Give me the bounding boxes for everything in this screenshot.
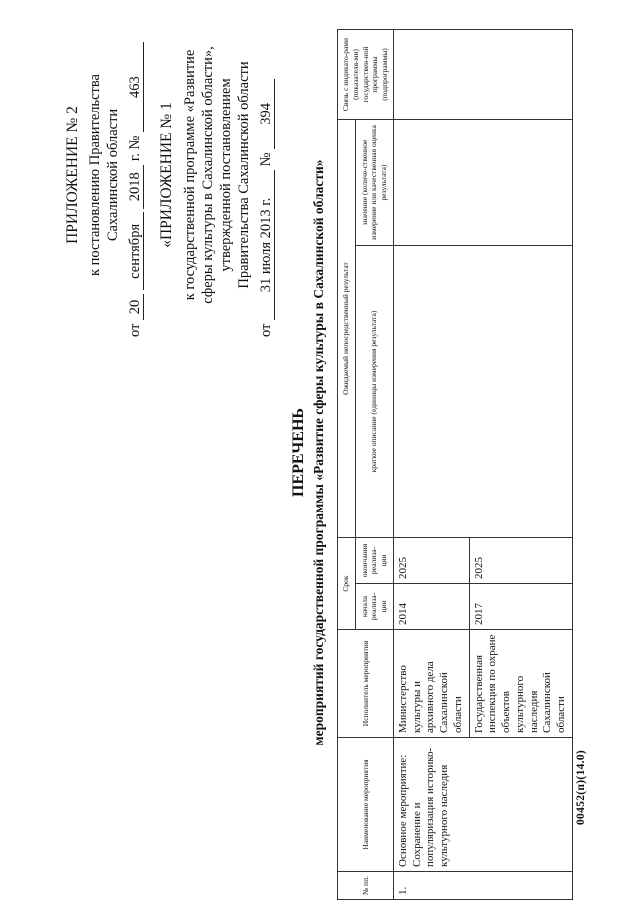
table-header-row bbox=[338, 30, 356, 900]
row1-executor: Министерство культуры и архивного дела Сахалинской области bbox=[393, 630, 469, 738]
row1-end: 2025 bbox=[393, 538, 469, 584]
document-title: ПЕРЕЧЕНЬ bbox=[290, 408, 307, 497]
decree-date-line bbox=[127, 42, 144, 337]
row1-result-desc bbox=[393, 246, 572, 538]
program-date-line bbox=[258, 79, 275, 337]
header-term-end: окончания реализа-ции bbox=[355, 538, 393, 584]
program-line2: сферы культуры в Сахалинской области», bbox=[200, 46, 216, 304]
decree-line2: Сахалинской области bbox=[105, 108, 121, 242]
program-line4: Правительства Сахалинской области bbox=[236, 61, 252, 289]
decree-number: 463 bbox=[128, 42, 144, 132]
header-executor: Исполнитель мероприятия bbox=[338, 630, 394, 738]
program-line3: утвержденной постановлением bbox=[218, 78, 234, 272]
appendix1-title: «ПРИЛОЖЕНИЕ № 1 bbox=[158, 102, 175, 248]
row1-result-value bbox=[393, 120, 572, 246]
header-link: Связь с индикато-рами (показателя-ми) государствен-ной программы (подпрограммы) bbox=[338, 30, 394, 120]
footer-code: 00452(п)(14.0) bbox=[575, 749, 587, 825]
table-row bbox=[393, 30, 469, 900]
header-result: Ожидаемый непосредственный результат bbox=[338, 120, 356, 538]
year-suffix: г. bbox=[127, 153, 143, 162]
row1-name: Основное мероприятие: Сохранение и популяризация историко-культурного наследия bbox=[393, 738, 572, 872]
header-result-desc: краткое описание (единицы измерения результата) bbox=[355, 246, 393, 538]
header-result-value: значение (количе-ственное измерение или качественная оценка результата) bbox=[355, 120, 393, 246]
measures-table bbox=[337, 29, 573, 900]
row2-executor: Государственная инспекция по охране объектов культурного наследия Сахалинской области bbox=[469, 630, 572, 738]
row1-num: 1. bbox=[393, 872, 572, 900]
header-term: Срок bbox=[338, 538, 356, 630]
decree-line1: к постановлению Правительства bbox=[87, 74, 103, 276]
program-from-label: от bbox=[258, 323, 274, 337]
document-subtitle: мероприятий государственной программы «Развитие сферы культуры в Сахалинской области» bbox=[311, 159, 326, 746]
row2-end: 2025 bbox=[469, 538, 572, 584]
row1-start: 2014 bbox=[393, 584, 469, 630]
decree-year: 2018 bbox=[128, 165, 144, 209]
program-line1: к государственной программе «Развитие bbox=[182, 49, 198, 301]
row2-start: 2017 bbox=[469, 584, 572, 630]
header-num: № пп. bbox=[338, 872, 394, 900]
decree-day: 20 bbox=[128, 294, 144, 320]
header-term-start: начала реализа-ции bbox=[355, 584, 393, 630]
program-number-label: № bbox=[258, 152, 274, 167]
number-label: № bbox=[127, 135, 143, 150]
header-name: Наименование мероприятия bbox=[338, 738, 394, 872]
row1-link bbox=[393, 30, 572, 120]
program-number: 394 bbox=[259, 79, 275, 149]
from-label: от bbox=[127, 323, 143, 337]
decree-month: сентября bbox=[128, 212, 144, 290]
program-date: 31 июля 2013 г. bbox=[259, 170, 275, 320]
appendix2-title: ПРИЛОЖЕНИЕ № 2 bbox=[64, 106, 81, 244]
